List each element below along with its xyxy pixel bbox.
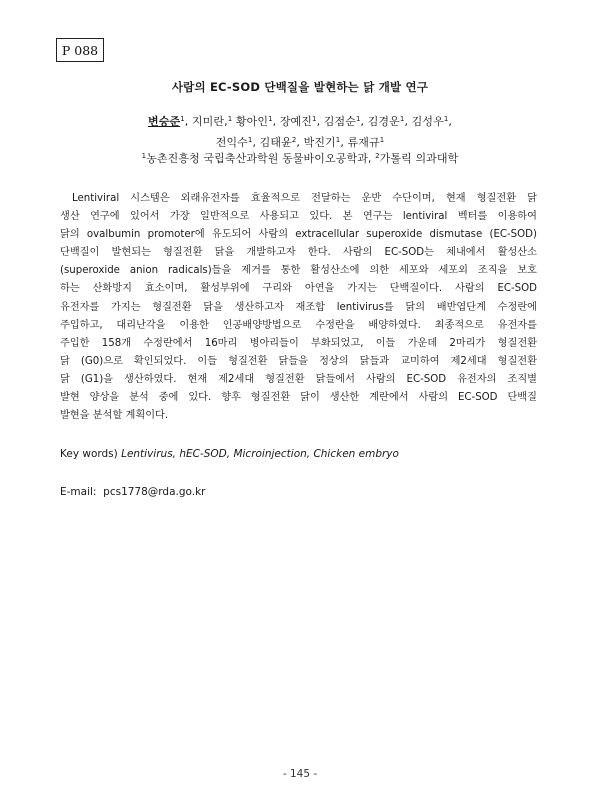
affiliation-line: [90, 152, 510, 166]
author-separator: ,: [448, 115, 452, 128]
author-line-1: [90, 115, 510, 129]
paper-title: 사람의 EC-SOD 단백질을 발현하는 닭 개발 연구: [171, 80, 429, 94]
author-name: 전익수: [215, 136, 248, 149]
affiliation-2: 가톨릭 의과대학: [379, 152, 459, 165]
author-name: 황아인: [232, 115, 269, 128]
abstract-line: 주입한 158개 수정란에서 16마리 병아리들이 부화되었고, 이들 가운데 2마리가 형질전환: [60, 337, 537, 349]
abstract-line: 닭 (G1)을 생산하였다. 현재 제2세대 형질전환 닭들에서 사람의 EC-SOD 유전자의 조직별: [60, 373, 537, 385]
presenting-author: 변승준: [148, 115, 181, 128]
author-name: , 김태윤: [252, 136, 292, 149]
author-name: , 류재규: [340, 136, 380, 149]
author-superscript: 1: [247, 136, 253, 144]
abstract-line: (superoxide anion radicals)들을 제거를 통한 활성산소에 의한 세포와 세포외 조직을 보호: [60, 265, 537, 277]
affiliation-superscript: 1: [141, 152, 147, 160]
author-superscript: 1: [180, 115, 185, 123]
author-superscript: 1: [335, 136, 341, 144]
abstract-line: 발현 양상을 분석 중에 있다. 향후 형질전환 닭이 생산한 계란에서 사람의 EC-SOD 단백질: [60, 392, 537, 404]
contact-email: [60, 486, 206, 498]
author-name: , 김점순: [316, 115, 356, 128]
author-superscript: 1: [379, 136, 385, 144]
keywords-label: Key words): [60, 448, 118, 460]
page-number: - 145 -: [282, 768, 318, 780]
abstract-line: 주입하고, 대리난각을 이용한 인공배양방법으로 수정란을 배양하였다. 최종적으로 유전자를: [60, 319, 537, 331]
presentation-code: P 088: [56, 38, 104, 62]
abstract-line: 하는 산화방지 효소이며, 활성부위에 구리와 아연을 가지는 단백질이다. 사람의 EC-SOD: [60, 283, 537, 295]
abstract-line: 발현을 분석할 계획이다.: [60, 410, 169, 422]
author-superscript: 1: [268, 115, 273, 123]
email-address: pcs1778@rda.go.kr: [103, 486, 206, 498]
abstract-line: 단백질이 발현되는 형질전환 닭을 개발하고자 한다. 사람의 EC-SOD는 체내에서 활성산소: [60, 247, 537, 259]
author-superscript: 1: [399, 115, 405, 123]
abstract-body: [60, 190, 537, 425]
abstract-line: 유전자를 가지는 형질전환 닭을 생산하고자 재조합 lentivirus를 닭의 배반엽단계 수정란에: [60, 301, 537, 313]
author-name: , 지미란,: [184, 115, 228, 128]
affiliation-superscript: 2: [375, 152, 380, 160]
author-superscript: 1: [227, 115, 233, 123]
author-superscript: 2: [291, 136, 297, 144]
keywords: [60, 448, 399, 460]
abstract-line: 닭 (G0)으로 확인되었다. 이들 형질전환 닭들을 정상의 닭들과 교미하여 제2세대 형질전환: [60, 355, 537, 367]
author-name: , 장예진: [272, 115, 312, 128]
author-name: , 김성우: [404, 115, 444, 128]
abstract-line: Lentiviral 시스템은 외래유전자를 효율적으로 전달하는 운반 수단이며, 현재 형질전환 닭: [72, 193, 537, 204]
author-line-2: [90, 136, 510, 150]
author-superscript: 1: [355, 115, 361, 123]
author-superscript: 1: [443, 115, 449, 123]
author-name: , 김경운: [360, 115, 400, 128]
keywords-values: Lentivirus, hEC-SOD, Microinjection, Chicken embryo: [121, 448, 399, 460]
abstract-line: 닭의 ovalbumin promoter에 유도되어 사람의 extracellular superoxide dismutase (EC-SOD): [60, 229, 537, 241]
author-name: , 박진기: [296, 136, 336, 149]
email-label: E-mail:: [60, 486, 97, 498]
abstract-line: 생산 연구에 있어서 가장 일반적으로 사용되고 있다. 본 연구는 lentiviral 벡터를 이용하여: [60, 211, 537, 223]
author-superscript: 1: [312, 115, 317, 123]
affiliation-1: 농촌진흥청 국립축산과학원 동물바이오공학과,: [146, 152, 376, 165]
